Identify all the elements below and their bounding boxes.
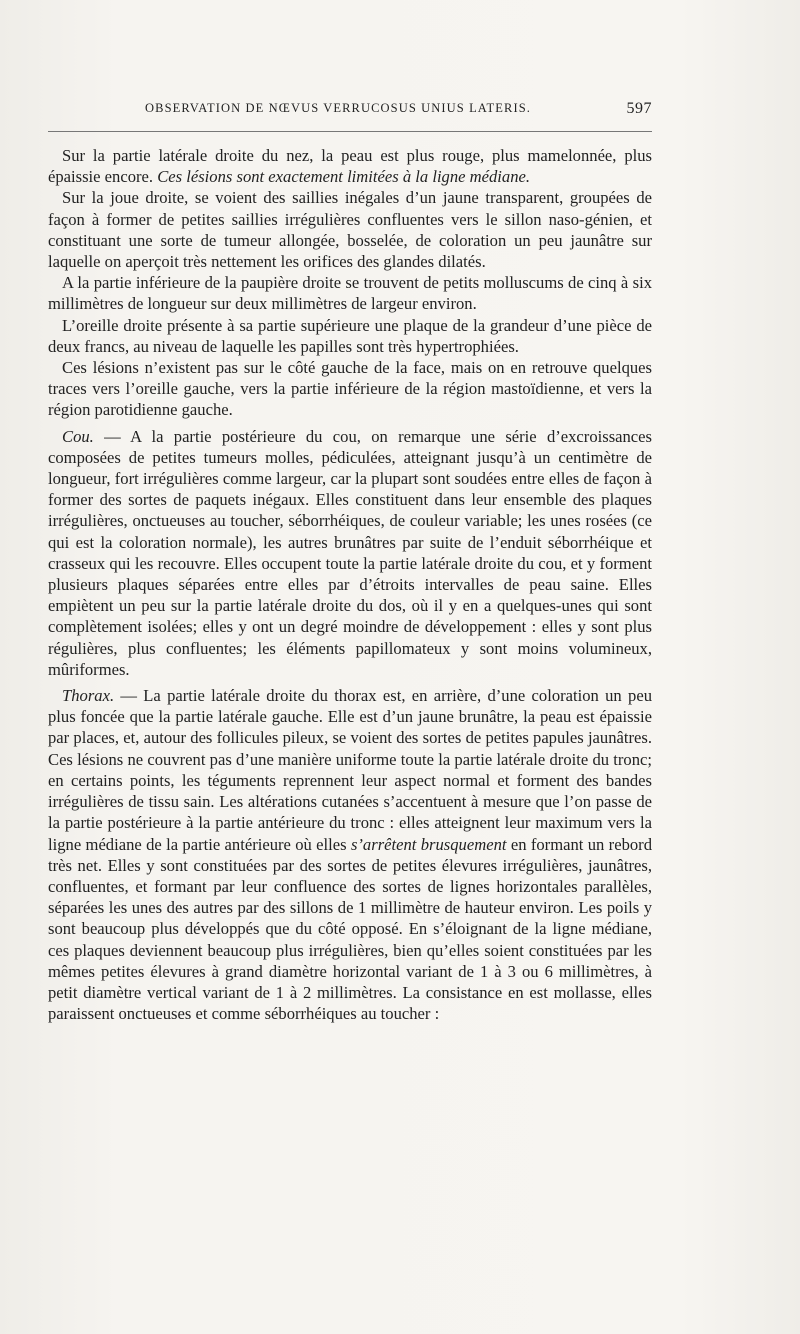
body-text (48, 145, 652, 1024)
running-head (48, 101, 652, 121)
paragraph-thorax-tail: en formant un rebord très net. Elles y sont constituées par des sortes de petites élevures irrégulières, jaunâtres, confluentes, et formant par leur confluence des sortes de lignes horizontales parallèles, séparées les unes des autres par des sillons de 1 millimètre de hauteur environ. Les poils y sont beaucoup plus développés que du côté opposé. En s’éloignant de la ligne médiane, ces plaques deviennent beaucoup plus irrégulières, bien qu’elles soient constituées par les mêmes petites élevures à grand diamètre horizontal variant de 1 à 3 ou 6 millimètres, à petit diamètre vertical variant de 1 à 2 millimètres. La consistance en est mollasse, elles paraissent onctueuses et comme séborrhéiques au toucher : (48, 834, 652, 1024)
page-number: 597 (626, 100, 652, 117)
paragraph-eyelid: A la partie inférieure de la paupière droite se trouvent de petits molluscums de cinq à six millimètres de longueur sur deux millimètres de largeur environ. (48, 273, 652, 314)
paragraph-left-side: Ces lésions n’existent pas sur le côté gauche de la face, mais on en retrouve quelques traces vers l’oreille gauche, vers la partie inférieure de la région mastoïdienne, et vers la région parotidienne gauche. (48, 358, 652, 420)
running-head-title: OBSERVATION DE NŒVUS VERRUCOSUS UNIUS LATERIS. (145, 101, 531, 115)
paragraph-nose-italic: Ces lésions sont exactement limitées à la ligne médiane. (157, 167, 531, 187)
paragraph-neck (48, 426, 652, 680)
paragraph-neck-text: — A la partie postérieure du cou, on remarque une série d’excroissances composées de petites tumeurs molles, pédiculées, atteignant jusqu’à un centimètre de longueur, fort irrégulières comme largeur, car la plupart sont soudées entre elles de façon à former des sortes de paquets inégaux. Elles constituent dans leur ensemble des plaques irrégulières, onctueuses au toucher, séborrhéiques, de couleur variable; les unes rosées (ce qui est la coloration normale), les autres brunâtres par suite de l’enduit séborrhéique et crasseux qui les recouvre. Elles occupent toute la partie latérale droite du cou, et y forment plusieurs plaques séparées entre elles par d’étroits intervalles de peau saine. Elles empiètent un peu sur la partie latérale droite du dos, où il y en a quelques-unes qui sont complètement isolées; elles y ont un degré moindre de développement : elles y sont plus régulières, plus confluentes; les éléments papillomateux y sont moins volumineux, mûriformes. (48, 426, 652, 679)
paragraph-thorax-italic: s’arrêtent brusquement (350, 834, 507, 854)
paragraph-nose-text: Sur la partie latérale droite du nez, la peau est plus rouge, plus mamelonnée, plus épaissie encore. (48, 146, 652, 187)
paragraph-cheek: Sur la joue droite, se voient des saillies inégales d’un jaune transparent, groupées de façon à former de petites saillies irrégulières confluentes vers le sillon naso-génien, et constituant une sorte de tumeur allongée, bosselée, de coloration un peu jaunâtre sur laquelle on aperçoit très nettement les orifices des glandes dilatés. (48, 188, 652, 272)
paragraph-ear: L’oreille droite présente à sa partie supérieure une plaque de la grandeur d’une pièce de deux francs, au niveau de laquelle les papilles sont très hypertrophiées. (48, 315, 652, 356)
paragraph-neck-heading: Cou. (62, 426, 94, 446)
paragraph-thorax (48, 685, 652, 1024)
paragraph-thorax-text: — La partie latérale droite du thorax est, en arrière, d’une coloration un peu plus foncée que la partie latérale gauche. Elle est d’un jaune brunâtre, la peau est épaissie par places, et, autour des follicules pileux, se voient des sortes de petites papules jaunâtres. Ces lésions ne couvrent pas d’une manière uniforme toute la partie latérale droite du tronc; en certains points, les téguments reprennent leur aspect normal et forment des bandes irrégulières de tissu sain. Les altérations cutanées s’accentuent à mesure que l’on passe de la partie postérieure à la partie antérieure du tronc : elles atteignent leur maximum vers la ligne médiane de la partie antérieure où elles (48, 686, 652, 854)
paragraph-thorax-heading: Thorax. (62, 686, 115, 706)
header-rule (48, 131, 652, 132)
paragraph-nose (48, 145, 652, 187)
